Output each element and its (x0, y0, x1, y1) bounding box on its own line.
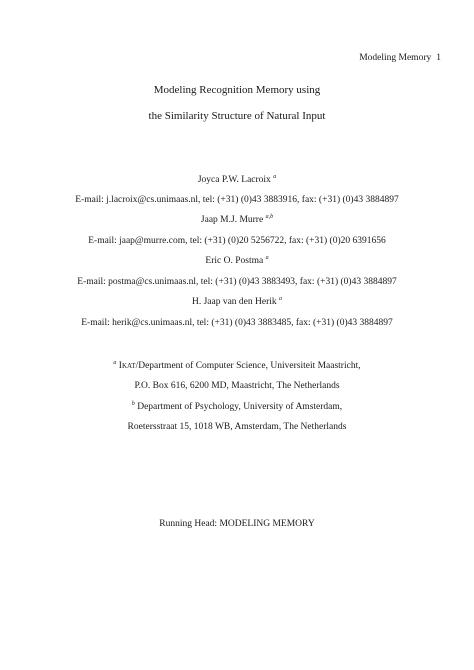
author-3 (0, 256, 474, 266)
affiliation-a-line-2: P.O. Box 616, 6200 MD, Maastricht, The Netherlands (134, 381, 340, 391)
affiliation-b-line-1 (0, 402, 474, 412)
author-4-affiliation-mark: a (279, 296, 283, 302)
author-1 (0, 175, 474, 185)
author-4 (0, 297, 474, 307)
paper-title-line-2: the Similarity Structure of Natural Input (148, 110, 326, 122)
affiliation-a-dept: /Department of Computer Science, Universiteit Maastricht, (135, 361, 361, 371)
author-2-affiliation-mark: a,b (265, 214, 274, 220)
affiliation-a-org: Ikat (118, 361, 136, 371)
author-4-contact: E-mail: herik@cs.unimaas.nl, tel: (+31) (0)43 3883485, fax: (+31) (0)43 3884897 (81, 318, 393, 328)
running-header (359, 53, 441, 63)
affiliation-b-mark: b (131, 401, 135, 407)
affiliation-a-line-1 (0, 361, 474, 371)
author-3-contact: E-mail: postma@cs.unimaas.nl, tel: (+31) (0)43 3883493, fax: (+31) (0)43 3884897 (77, 277, 397, 287)
author-4-name: H. Jaap van den Herik (191, 297, 277, 307)
author-3-affiliation-mark: a (265, 255, 269, 261)
affiliation-b-dept: Department of Psychology, University of Amsterdam, (137, 402, 343, 412)
page-number: 1 (436, 53, 441, 63)
author-1-name: Joyca P.W. Lacroix (197, 175, 271, 185)
paper-title-line-1: Modeling Recognition Memory using (153, 84, 321, 96)
author-2 (0, 215, 474, 225)
author-1-affiliation-mark: a (273, 174, 277, 180)
author-2-name: Jaap M.J. Murre (200, 215, 264, 225)
author-3-name: Eric O. Postma (205, 256, 264, 266)
author-2-contact: E-mail: jaap@murre.com, tel: (+31) (0)20 5256722, fax: (+31) (0)20 6391656 (88, 236, 386, 246)
affiliation-a-mark: a (113, 360, 117, 366)
running-header-title: Modeling Memory (359, 53, 432, 63)
running-head-label: Running Head: MODELING MEMORY (159, 519, 315, 529)
affiliation-b-line-2: Roetersstraat 15, 1018 WB, Amsterdam, The Netherlands (127, 422, 347, 432)
author-1-contact: E-mail: j.lacroix@cs.unimaas.nl, tel: (+31) (0)43 3883916, fax: (+31) (0)43 3884897 (75, 195, 399, 205)
